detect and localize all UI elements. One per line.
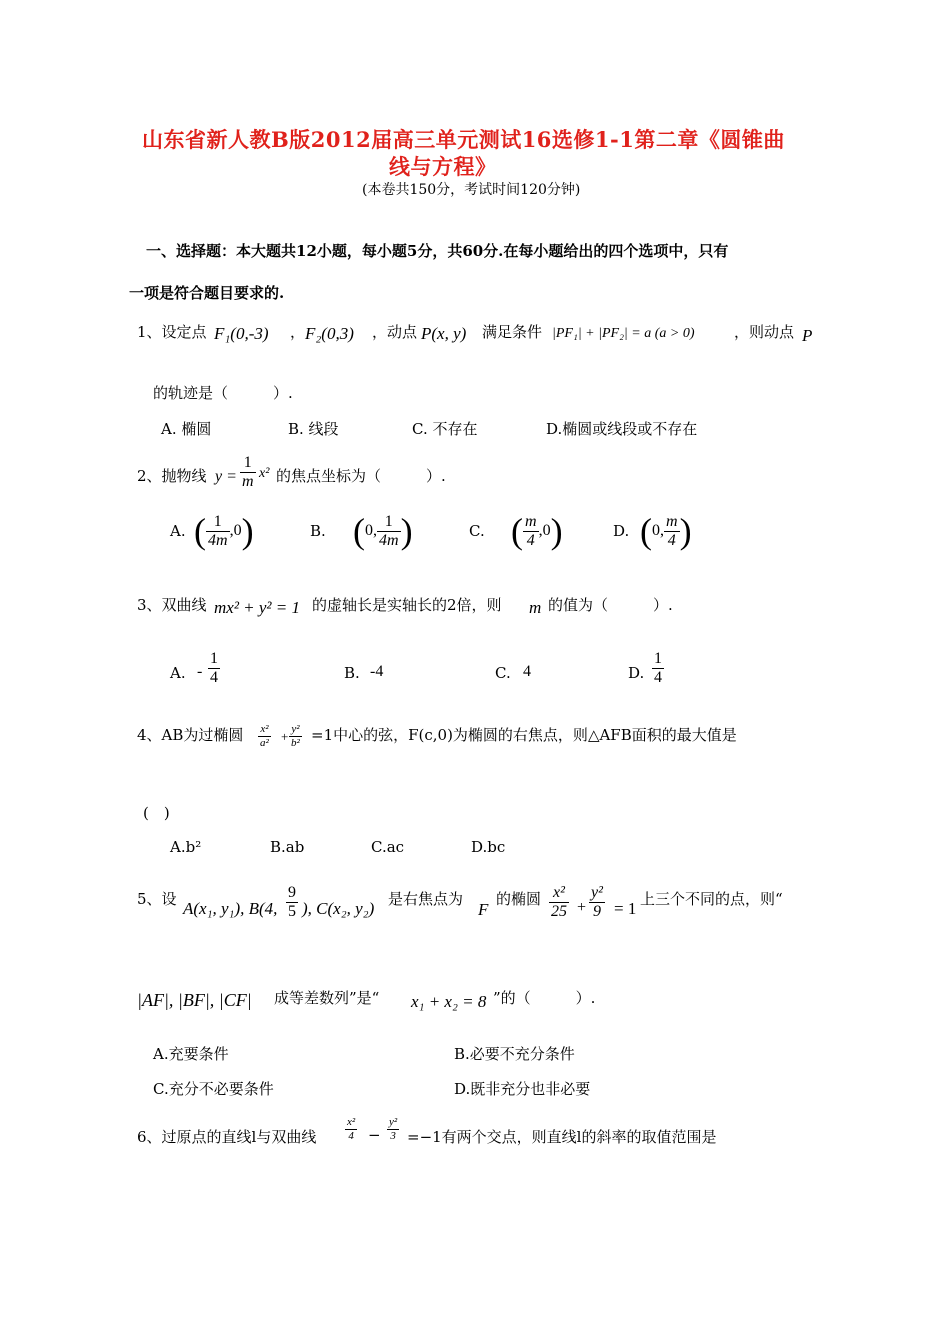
q5-ellipse-x-fraction xyxy=(549,884,569,921)
q3-option-d-label: D. xyxy=(628,664,645,682)
q6-minus: − xyxy=(368,1126,381,1144)
q3-option-a-fraction xyxy=(208,650,220,687)
q4-option-d: D.bc xyxy=(471,838,506,856)
q4-y-num: y² xyxy=(289,723,302,737)
q2-option-b-den: 4m xyxy=(379,531,399,549)
q1-option-c: C. 不存在 xyxy=(412,420,478,438)
q1-point-p: P(x, y) xyxy=(421,324,467,343)
q5-line2-expr: |AF|, |BF|, |CF| xyxy=(137,990,252,1010)
q4-option-a: A.b² xyxy=(170,838,202,856)
q6-x-den: 4 xyxy=(348,1130,354,1142)
q5-option-c: C.充分不必要条件 xyxy=(153,1080,274,1098)
q6-x-fraction xyxy=(345,1116,357,1143)
q5-line2-mid: 成等差数列”是“ xyxy=(274,989,380,1007)
q4-x-den: a² xyxy=(260,737,269,749)
q2-option-b-lparen: ( xyxy=(353,511,365,551)
q3-option-d-den: 4 xyxy=(654,669,662,686)
q6-y-num: y² xyxy=(389,1116,398,1128)
q2-option-b xyxy=(353,510,413,552)
q2-option-a-den: 4m xyxy=(208,531,228,549)
q2-option-c-den: 4 xyxy=(526,531,535,549)
q6-suffix: =−1有两个交点，则直线l的斜率的取值范围是 xyxy=(407,1128,717,1146)
q2-option-d-rparen: ) xyxy=(679,511,692,551)
q3-option-a-label: A. xyxy=(170,664,186,682)
q5-line2-tail: ”的（ ）. xyxy=(493,989,596,1007)
q2-option-d-fraction xyxy=(664,513,680,550)
q4-prefix: 4、AB为过椭圆 xyxy=(137,726,244,744)
q5-prefix: 5、设 xyxy=(137,890,177,908)
q2-option-a-lparen: ( xyxy=(194,511,206,551)
q2-option-d-lparen: ( xyxy=(640,511,652,551)
q6-prefix: 6、过原点的直线l与双曲线 xyxy=(137,1128,317,1146)
q3-prefix: 3、双曲线 xyxy=(137,596,207,614)
q2-option-b-num: 1 xyxy=(377,513,401,532)
q1-tail-var: P xyxy=(802,326,813,345)
q2-eq-tail: x² xyxy=(259,466,270,481)
q1-prefix: 1、设定点 xyxy=(137,323,207,341)
q2-option-d-num: m xyxy=(666,512,678,530)
question-1 xyxy=(137,321,207,342)
q1-f2: F₂(0,3) xyxy=(305,324,354,343)
q5-focus: F xyxy=(478,900,489,919)
q2-option-b-rparen: ) xyxy=(400,511,413,551)
q5-line2-eq: x₁ + x₂ = 8 xyxy=(411,992,487,1011)
q1-option-b: B. 线段 xyxy=(288,420,339,438)
q2-option-d-label: D. xyxy=(613,522,630,540)
q5-ellipse-x-den: 25 xyxy=(551,903,567,920)
q3-suffix: 的值为（ ）. xyxy=(548,596,673,614)
q3-option-c-label: C. xyxy=(495,664,511,682)
q4-plus: + xyxy=(281,729,289,744)
q5-mid2: 的椭圆 xyxy=(496,890,542,908)
q1-line2: 的轨迹是（ ）. xyxy=(153,384,293,402)
q2-eq-fraction xyxy=(240,454,256,491)
q2-option-c-rest: ,0 xyxy=(538,522,551,539)
q5-ellipse-x-num: x² xyxy=(549,884,569,903)
q6-y-fraction xyxy=(387,1116,399,1143)
q5-points-a: A(x₁, y₁), B(4, xyxy=(183,899,278,918)
q2-eq-den: m xyxy=(242,473,254,490)
q2-option-d-den: 4 xyxy=(667,531,676,549)
q5-ellipse-y-den: 9 xyxy=(592,903,601,920)
q6-y-den: 3 xyxy=(390,1130,396,1142)
q4-option-c: C.ac xyxy=(371,838,405,856)
page-title-line2: 线与方程》 xyxy=(389,154,497,179)
q2-option-c-num: m xyxy=(525,512,537,530)
q2-option-a-rest: ,0 xyxy=(229,522,242,539)
q1-sep1: ， xyxy=(290,323,306,341)
section-header-line2: 一项是符合题目要求的. xyxy=(129,284,285,302)
q3-option-a-num: 1 xyxy=(210,650,218,667)
q1-f1: F₁(0,-3) xyxy=(214,324,269,343)
q2-option-c xyxy=(511,510,563,552)
q3-var: m xyxy=(529,598,542,617)
q3-mid: 的虚轴长是实轴长的2倍，则 xyxy=(312,596,502,614)
q5-mid: 是右焦点为 xyxy=(388,890,464,908)
q2-option-c-fraction xyxy=(523,513,539,550)
q2-eq-num: 1 xyxy=(240,454,256,473)
q5-option-d: D.既非充分也非必要 xyxy=(454,1080,591,1098)
section-header-line1: 一、选择题：本大题共12小题，每小题5分，共60分.在每小题给出的四个选项中，只有 xyxy=(146,242,729,260)
q2-option-a-rparen: ) xyxy=(241,511,254,551)
q3-option-b-label: B. xyxy=(344,664,360,682)
q2-option-a xyxy=(194,510,254,552)
q4-option-b: B.ab xyxy=(270,838,305,856)
q4-x-num: x² xyxy=(258,723,271,737)
q2-option-a-num: 1 xyxy=(206,513,230,532)
q2-option-c-rparen: ) xyxy=(550,511,563,551)
q1-cond: 满足条件 xyxy=(482,323,543,341)
q2-option-d xyxy=(640,510,692,552)
page-title-line1: 山东省新人教B版2012届高三单元测试16选修1-1第二章《圆锥曲 xyxy=(142,127,785,152)
q4-y-den: b² xyxy=(291,737,300,749)
q1-tail: ，则动点 xyxy=(734,323,795,341)
q4-y-fraction xyxy=(289,723,302,750)
q4-x-fraction xyxy=(258,723,271,750)
q3-option-c-value: 4 xyxy=(523,663,531,680)
q5-ellipse-plus: + xyxy=(577,899,587,916)
q2-suffix: 的焦点坐标为（ ）. xyxy=(276,467,446,485)
q6-x-num: x² xyxy=(347,1116,356,1128)
q2-option-d-rest: 0, xyxy=(652,522,664,539)
q1-option-a: A. 椭圆 xyxy=(161,420,212,438)
q3-option-a-sign: - xyxy=(197,663,203,680)
q3-option-a-den: 4 xyxy=(210,669,218,686)
q2-option-a-label: A. xyxy=(170,522,186,540)
q5-b-num: 9 xyxy=(288,884,296,901)
q5-ellipse-y-fraction xyxy=(589,884,605,921)
q4-line2: ( ) xyxy=(143,804,170,822)
q5-suffix: 上三个不同的点，则“ xyxy=(640,890,783,908)
q1-option-d: D.椭圆或线段或不存在 xyxy=(546,420,698,438)
q5-ellipse-y-num: y² xyxy=(591,884,603,901)
q2-eq-lhs: y = xyxy=(215,468,237,485)
q1-equation: |PF₁| + |PF₂| = a (a > 0) xyxy=(552,326,695,341)
q2-prefix: 2、抛物线 xyxy=(137,467,207,485)
q3-option-b-value: -4 xyxy=(370,663,384,680)
q5-option-b: B.必要不充分条件 xyxy=(454,1045,575,1063)
q3-equation: mx² + y² = 1 xyxy=(214,598,301,617)
q5-b-den: 5 xyxy=(288,903,296,920)
q2-option-c-lparen: ( xyxy=(511,511,523,551)
q4-suffix: =1中心的弦，F(c,0)为椭圆的右焦点，则△AFB面积的最大值是 xyxy=(311,726,737,744)
page-subtitle: (本卷共150分，考试时间120分钟) xyxy=(362,182,581,198)
q3-option-d-num: 1 xyxy=(654,650,662,667)
q2-option-b-label: B. xyxy=(310,522,326,540)
q2-option-a-fraction xyxy=(206,513,230,550)
q2-option-b-fraction xyxy=(377,513,401,550)
q5-points-b: ), C(x₂, y₂) xyxy=(302,899,375,918)
q2-option-b-rest: 0, xyxy=(365,522,377,539)
q5-option-a: A.充要条件 xyxy=(153,1045,229,1063)
q5-b-fraction xyxy=(286,884,298,921)
q1-mid: ，动点 xyxy=(372,323,418,341)
q5-ellipse-eq: = 1 xyxy=(614,899,637,918)
q3-option-d-fraction xyxy=(652,650,664,687)
q2-option-c-label: C. xyxy=(469,522,485,540)
